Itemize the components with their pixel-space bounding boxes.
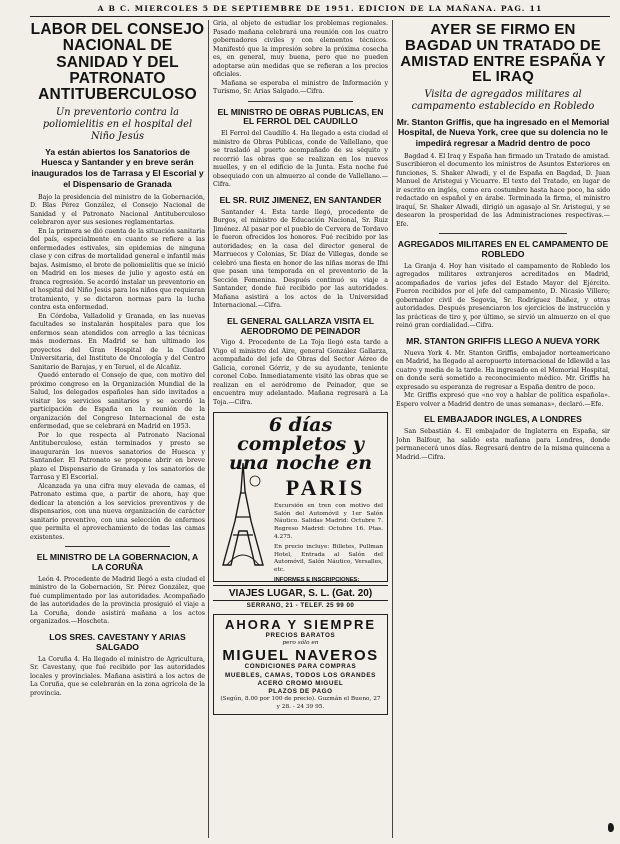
eiffel-tower-illustration-icon [217, 461, 269, 569]
article-paragraph: Alcanzada ya una cifra muy elevada de camas, el Patronato estima que, a partir de ahora, hay que dedicar la atención a los servicios preventivos y de dispensarios, con una nueva organización de carácter sanitario preventivo, con una selección de enfermos que permita el aprovechamiento de todas las camas existentes. [30, 482, 205, 541]
article-paragraph: Nueva York 4. Mr. Stanton Griffis, embajador norteamericano en Madrid, ha llegado al aeropuerto internacional de Idlewild a las cuatro y media de la tarde. Ha ingresado en el Memorial Hospital, en donde será sometido a reconocimiento médico. Mr. Griffis ha expresado su esperanza de regresar a España dentro de poco. [396, 349, 610, 391]
article-paragraph: Gría, al objeto de estudiar los problemas regionales. Pasado mañana celebrará una reunión con los cuatro gobernadores civiles y con elementos técnicos. Manifestó que la impresión sobre la próxima cosecha es, en general, muy buena, pero que no pueden adoptarse aún medidas que se refieran a los precios oficiales. [213, 20, 388, 78]
ad2-line6: PLAZOS DE PAGO [268, 687, 333, 695]
article-paragraph: El Ferrol del Caudillo 4. Ha llegado a esta ciudad el ministro de Obras Públicas, conde de Vallellano, que se trasladó al puerto acompañado de su séquito y recorrió las obras que se realizan en los nuevos muelles, y en el edificio de la Junta. Esta noche fué obsequiado con un almuerzo al conde de Vallellano.—Cifra. [213, 130, 388, 189]
ad-body-text-2: En precio incluye: Billetes, Pullman Hotel, Entrada al Salón del Automóvil, Salón Náutico, Versalles, etc. [274, 544, 383, 573]
article-headline-obras-publicas: EL MINISTRO DE OBRAS PUBLICAS, EN EL FERROL DEL CAUDILLO [217, 106, 384, 127]
ad2-line3: pero sólo en [282, 640, 319, 647]
section-separator [439, 233, 567, 234]
article-paragraph: Por lo que respecta al Patronato Nacional Antituberculoso, están terminados y presto se inaugurarán los nuevos sanatorios de Huesca y Santander. El Patronato se propone abrir en breve plazo el Dispensario de Granada y los sanatorios de Tarrasa y El Escorial. [30, 431, 205, 482]
article-paragraph: San Sebastián 4. El embajador de Inglaterra en España, sir John Balfour, ha salido esta mañana para Londres, donde permanecerá unos días. Regresará dentro de la misma quincena a Madrid.—Cifra. [396, 428, 610, 461]
column-divider-2 [392, 20, 393, 838]
article-headline-tratado-iraq: AYER SE FIRMO EN BAGDAD UN TRATADO DE AMISTAD ENTRE ESPAÑA Y EL IRAQ [400, 21, 606, 86]
section-separator [65, 546, 170, 547]
column-divider-1 [208, 20, 209, 838]
article-paragraph: Mr. Griffis expresó que «no voy a hablar de política española». Espero volver a Madrid dentro de unas semanas», declaró.—Efe. [396, 392, 610, 408]
article-subhead-preventorio: Un preventorio contra la poliomielitis en el hospital del Niño Jesús [42, 107, 193, 142]
article-headline-embajador-ingles: EL EMBAJADOR INGLES, A LONDRES [424, 414, 582, 425]
ink-blot [608, 823, 614, 832]
article-paragraph: Bagdad 4. El Iraq y España han firmado un Tratado de amistad. Suscribieron el documento los ministros de Asuntos Exteriores en funciones, S. Shaker Alwadi, y el de España en Bagdad, D. Juan Manuel de Aristegui y Vicuarre. El texto del Tratado, en lugar de ir escrito en inglés, como era costumbre hasta hace poco, ha sido redactado en español y en árabe. Terminada la firma, el ministro iraquí, Sr. Shaker Alwadi, dirigió un agasajo al Sr. Aristegui, y se desearon la prosperidad de las Administraciones respectivas.—Efe. [396, 152, 610, 228]
column-2 [213, 20, 388, 840]
running-head: A B C. MIERCOLES 5 DE SEPTIEMBRE DE 1951. EDICION DE LA MAÑANA. PAG. 11 [97, 4, 543, 13]
ad-info-label: INFORMES E INSCRIPCIONES: [274, 577, 360, 584]
article-headline-gobernacion: EL MINISTRO DE LA GOBERNACION, A LA CORUÑA [36, 552, 199, 572]
column-1 [30, 20, 205, 840]
section-separator [248, 101, 353, 102]
article-headline-gallarza: EL GENERAL GALLARZA VISITA EL AERODROMO DE PEINADOR [227, 315, 374, 336]
ad2-line4: CONDICIONES PARA COMPRAS [244, 663, 357, 671]
article-subhead-sanatorios: Ya están abiertos los Sanatorios de Huesca y Santander y en breve serán inaugurados los de Tarrasa y El Escorial y el Dispensario de Granada [31, 146, 204, 189]
article-headline-stanton-griffis: MR. STANTON GRIFFIS LLEGO A NUEVA YORK [406, 335, 600, 346]
article-paragraph: León 4. Procedente de Madrid llegó a esta ciudad el ministro de la Gobernación, Sr. Pérez González, que fué cumplimentado por las autoridades. Acompañado de las autoridades de la provincia prosiguió el viaje a La Coruña, donde asistirá mañana a los actos organizados.—Hoscheta. [30, 575, 205, 626]
article-paragraph: Mañana se esperaba el ministro de Información y Turismo, Sr. Arias Salgado.—Cifra. [213, 79, 388, 95]
article-paragraph: Vigo 4. Procedente de La Toja llegó esta tarde a Vigo el ministro del Aire, general González Gallarza, acompañado del jefe de Obras del Sector Aéreo de Galicia, coronel Górriz, y de su ayudante, teniente coronel Cobo. Inmediatamente visitó las obras que se realizan en el aeródromo de Peinador, que se encuentra muy adelantado. Mañana regresará a La Toja.—Cifra. [213, 339, 388, 406]
advertisement-paris-trip [213, 412, 388, 582]
advertisement-miguel-naveros [213, 614, 388, 715]
ad2-line1: AHORA Y SIEMPRE [224, 617, 377, 633]
column-3 [396, 20, 610, 840]
article-paragraph: En la primera se dió cuenta de la situación sanitaria del país, especialmente en cuanto se refiere a las enfermedades estivales, sin epidemias de ninguna clase y con cifras de mortalidad general e infantil más bajas. Asimismo, el brote de poliomielitis que se inició en Madrid en los meses de julio y agosto está en franca regresión. Se acordó instalar un preventorio en el hospital del Niño Jesús para los niños que requieran tratamiento, y se dictaron normas para la lucha contra esta enfermedad. [30, 227, 205, 312]
ad2-line7: (Según, 8.00 por 100 de precio). Guzmán el Bueno, 27 y 28. - 24 39 95. [220, 696, 381, 710]
article-paragraph: Quedó enterado el Consejo de que, con motivo del próximo congreso en la Organización Mundial de la Salud, los delegados españoles han sido invitados a visitar los servicios sanitarios y se acordó la participación de España en la reunión de la organización del Congreso Internacional de esta enfermedad, que se celebrará en Madrid en 1953. [30, 372, 205, 431]
ad-headline-line2: una noche en [228, 452, 373, 475]
article-headline-cavestany: LOS SRES. CAVESTANY Y ARIAS SALGADO [49, 631, 186, 652]
ad-body-text-1: Excursión en tren con motivo del Salón del Automóvil y 1er Salón Náutico. Salidas Madrid: Octubre 7. Regreso Madrid: Octubre 16. Ptas. 4.275. [274, 503, 383, 540]
article-paragraph: Santander 4. Esta tarde llegó, procedente de Burgos, el ministro de Educación Nacional, Sr. Ruiz Jiménez. Al pasar por el pueblo de Cervera de Tordavo le fueron ofrecidos los honores. Fué recibido por las autoridades; en la casa del director general de Marruecos y Colonias, Sr. Díaz de Villegas, donde se celebró una fiesta en honor de las niñas moras de Ifni que pasan una temporada en el preventorio de la Sección Femenina. Después continuó su viaje a Santander, donde fué recibido por las autoridades. Mañana asistirá a los actos de la Universidad Internacional.—Cifra. [213, 208, 388, 310]
ad-agency-name: VIAJES LUGAR, S. L. (Gat. 20) [213, 585, 388, 601]
article-subhead-griffis: Mr. Stanton Griffis, que ha ingresado en el Memorial Hospital, de Nueva York, cree que su dolencia no le impedirá regresar a Madrid dentro de poco [396, 116, 610, 148]
article-paragraph: Bajo la presidencia del ministro de la Gobernación, D. Blas Pérez González, el Consejo Nacional de Sanidad y el Patronato Nacional Antituberculoso celebraron ayer sus sesiones reglamentarias. [30, 193, 205, 227]
ad2-store-name: MIGUEL NAVEROS [222, 646, 379, 664]
article-headline-ruiz-jimenez: EL SR. RUIZ JIMENEZ, EN SANTANDER [219, 194, 382, 205]
article-paragraph: En Córdoba, Valladolid y Granada, en las nuevas facultades se instalarán hospitales para que los enfermos sean atendidos con arreglo a las técnicas más modernas. En Madrid se han ultimado los proyectos del Gran Hospital de la Ciudad Universitaria, del Instituto de Oncología y del Centro Sanitario de Barajas, y en Teruel, el de Alcañiz. [30, 312, 205, 371]
ad2-line5: MUEBLES, CAMAS, TODOS LOS GRANDES ACERO CROMO MIGUEL [225, 671, 376, 687]
article-paragraph: La Coruña 4. Ha llegado el ministro de Agricultura, Sr. Cavestany, que fué recibido por las autoridades locales y provinciales. Mañana asistirá a los actos de La Coruña, que se celebrarán en la zona agrícola de la provincia. [30, 655, 205, 697]
ad-agency-address: SERRANO, 21 - TELEF. 25 99 00 [246, 602, 355, 610]
ad2-line2: PRECIOS BARATOS [265, 632, 336, 640]
article-headline-agregados: AGREGADOS MILITARES EN EL CAMPAMENTO DE ROBLEDO [397, 239, 609, 260]
article-headline-consejo-sanidad: LABOR DEL CONSEJO NACIONAL DE SANIDAD Y DEL PATRONATO ANTITUBERCULOSO [30, 21, 205, 104]
header-rule [30, 16, 610, 17]
ad-headline-line1: 6 días completos y [237, 414, 364, 456]
article-paragraph: La Granja 4. Hoy han visitado el campamento de Robledo los agregados militares extranjeros acreditados en Madrid, acompañados de varios jefes del Estado Mayor del Ejército. Fueron recibidos por el jefe del campamento, D. Nicasio Villero; gobernador civil de Segovia, Sr. Rodríguez Ibáñez, y otras autoridades. Después presenciaron los ejercicios de instrucción y las prácticas de tiro y, por último, se sirvió un almuerzo en el que reinó gran cordialidad.—Cifra. [396, 262, 610, 330]
ad-city-name: PARIS [285, 475, 366, 501]
article-subhead-robledo: Visita de agregados militares al campamento establecido en Robledo [411, 89, 595, 112]
